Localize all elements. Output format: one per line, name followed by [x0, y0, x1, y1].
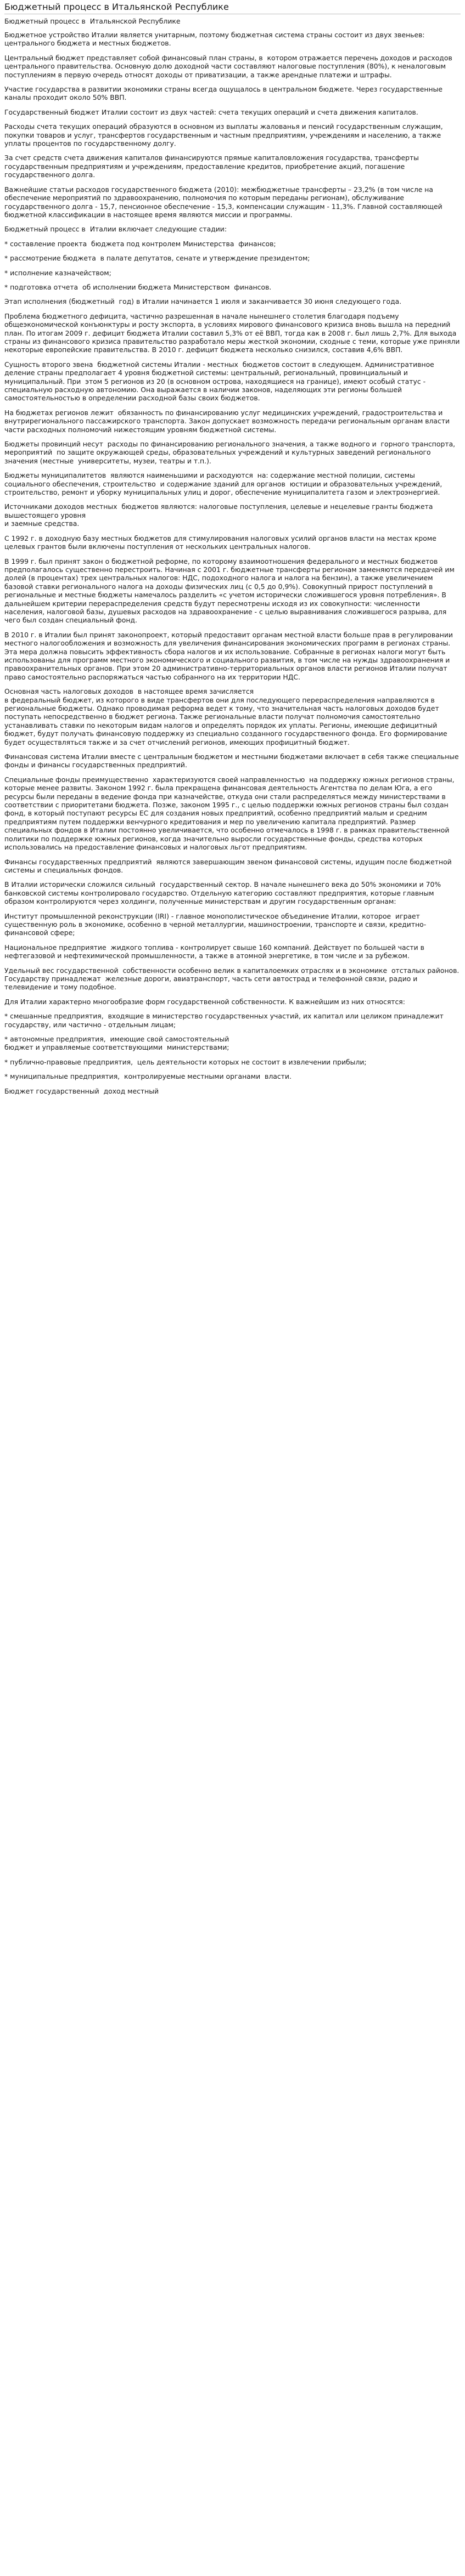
body-paragraph: Центральный бюджет представляет собой финансовый план страны, в котором отражается перечень доходов и расходов центрального правительства. Основную долю доходной части составляют налоговые поступления (80%), к неналоговым поступлениям в первую очередь относят доходы от приватизации, а также арендные платежи и штрафы. — [4, 53, 455, 79]
body-paragraph: Бюджеты муниципалитетов являются наименьшими и расходуются на: содержание местной полиции, системы социального обеспечения, строительство и содержание зданий для органов юстиции и образовательных учреждений, строительство, ремонт и уборку муниципальных улиц и дорог, обеспечение муниципалитета газом и электроэнергией. — [4, 471, 445, 497]
body-paragraph: Сущность второго звена бюджетной системы Италии - местных бюджетов состоит в следующем. Административное деление страны предполагает 4 уровня бюджетной системы: центральный, региональный, провинциальный и муниципальный. При этом 5 регионов из 20 (в основном острова, находящиеся на границе), имеют особый статус - специальную расходную автономию. Она выражается в наличии законов, наделяющих эти регионы большей самостоятельностью в определении расходной базы своих бюджетов. — [4, 360, 436, 403]
body-paragraph: Бюджет государственный доход местный — [4, 1086, 159, 1095]
body-paragraph: Специальные фонды преимущественно характеризуются своей направленностью на поддержку южных регионов страны, которые менее развиты. Законом 1992 г. была прекращена финансовая деятельность Агентства по делам Юга, а его ресурсы были переданы в ведение фонда при казначействе, откуда они стали распределяться между министерствами в соответствии с приоритетами бюджета. Позже, законом 1995 г., с целью поддержки южных регионов страны был создан фонд, в который поступают ресурсы ЕС для создания новых предприятий, особенно предприятий малым и средним предприятиям путем поддержки венчурного кредитования и мер по увеличению капитала предприятий. Размер специальных фондов в Италии постоянно увеличивается, что особенно отмечалось в 1998 г. в рамках правительственной политики по поддержке южных регионов, когда значительно выросли государственные фонды, средства которых использовались на предоставление финансовых и налоговых льгот предприятиям. — [4, 775, 455, 852]
document-body — [4, 31, 461, 1095]
body-paragraph: Удельный вес государственной собственности особенно велик в капиталоемких отраслях и в экономике отсталых районов. Государству принадлежат железные дороги, авиатранспорт, часть сети автострад и телефонной связи, радио и телевидение и тому подобное. — [4, 966, 460, 992]
body-paragraph: Этап исполнения (бюджетный год) в Италии начинается 1 июля и заканчивается 30 июня следующего года. — [4, 297, 402, 306]
body-paragraph: Национальное предприятие жидкого топлива - контролирует свыше 160 компаний. Действует по большей части в нефтегазовой и нефтехимической промышленности, а также в атомной энергетике, в том числе и за рубежом. — [4, 943, 427, 960]
body-paragraph: В 1999 г. был принят закон о бюджетной реформе, по которому взаимоотношения федерального и местных бюджетов предполагалось существенно перестроить. Начиная с 2001 г. бюджетные трансферты регионам заменяются передачей им долей (в процентах) трех центральных налогов: НДС, подоходного налога и налога на бензин), а также увеличением базовой ставки регионального налога на доходы физических лиц (с 0,5 до 0,9%). Совокупный прирост поступлений в региональные и местные бюджеты намечалось разделить «с учетом исторически сложившегося уровня потребления». В дальнейшем критерии перераспределения средств будут пересмотрены исходя из их совокупности: численности населения, налоговой базы, душевых расходов на здравоохранение - с целью выравнивания сложившегося разрыва, для чего был создан специальный фонд. — [4, 557, 457, 625]
body-paragraph: * автономные предприятия, имеющие свой самостоятельный бюджет и управляемые соответствующими министерствами; — [4, 1035, 229, 1052]
body-paragraph: Важнейшие статьи расходов государственного бюджета (2010): межбюджетные трансферты – 23,2% (в том числе на обеспечение мероприятий по здравоохранению, полномочия по которым переданы регионам), обслуживание государственного долга - 15,7, пенсионное обеспечение - 15,3, компенсации служащим - 11,3%. Главной составляющей бюджетной классификации в настоящее время являются миссии и программы. — [4, 185, 445, 219]
body-paragraph: Институт промышленной реконструкции (IRI) - главное монополистическое объединение Италии, которое играет существенную роль в экономике, особенно в черной металлургии, машиностроении, транспорте и связи, кредитно-финансовой сфере; — [4, 911, 427, 937]
body-paragraph: * смешанные предприятия, входящие в министерство государственных участий, их капитал или целиком принадлежит государству, или частично - отдельным лицам; — [4, 1012, 446, 1029]
body-paragraph: Расходы счета текущих операций образуются в основном из выплаты жалованья и пенсий государственным служащим, покупки товаров и услуг, трансфертов государственным и частным предприятиям, учреждениям и населению, а также уплаты процентов по государственному долгу. — [4, 122, 445, 148]
body-paragraph: В Италии исторически сложился сильный государственный сектор. В начале нынешнего века до 50% экономики и 70% банковской системы контролировало государство. Отдельную категорию составляют предприятия, которые главным образом контролируются через холдинги, полученные министерствам и другим государственным органам: — [4, 880, 444, 906]
body-paragraph: На бюджетах регионов лежит обязанность по финансированию услуг медицинских учреждений, градостроительства и внутрирегионального пассажирского транспорта. Закон допускает возможность передачи региональным органам власти части расходных полномочий нижестоящим уровням бюджетной системы. — [4, 408, 452, 434]
body-paragraph: Для Италии характерно многообразие форм государственной собственности. К важнейшим из них относятся: — [4, 997, 405, 1006]
body-paragraph: В 2010 г. в Италии был принят законопроект, который предоставит органам местной власти больше прав в регулировании местного налогообложения и возможность для увеличения финансирования экономических программ в регионах страны. Эта мера должна повысить эффективность сбора налогов и их использование. Собранные в регионах налоги могут быть использованы для программ местного экономического и социального развития, в том числе на нужды здравоохранения и правоохранительных органов. При этом 20 административно-территориальных органов власти регионов Италии получат право самостоятельно распоряжаться частью собранного на их территории НДС. — [4, 630, 455, 681]
body-paragraph: Источниками доходов местных бюджетов являются: налоговые поступления, целевые и нецелевые гранты бюджета вышестоящего уровня и заемные средства. — [4, 502, 433, 528]
body-paragraph: * составление проекта бюджета под контролем Министерства финансов; — [4, 239, 276, 248]
body-paragraph: Финансы государственных предприятий являются завершающим звеном финансовой системы, идущим после бюджетной системы и специальных фондов. — [4, 857, 454, 874]
body-paragraph: Участие государства в развитии экономики страны всегда ощущалось в центральном бюджете. Через государственные каналы проходит около 50% ВВП. — [4, 85, 445, 102]
body-paragraph: * муниципальные предприятия, контролируемые местными органами власти. — [4, 1072, 292, 1081]
document-title: Бюджетный процесс в Итальянской Республике — [4, 2, 461, 14]
body-paragraph: С 1992 г. в доходную базу местных бюджетов для стимулирования налоговых усилий органов власти на местах кроме целевых грантов были включены поступления от нескольких центральных налогов. — [4, 534, 439, 551]
body-paragraph: * публично-правовые предприятия, цель деятельности которых не состоит в извлечении прибыли; — [4, 1057, 367, 1066]
body-paragraph: Государственный бюджет Италии состоит из двух частей: счета текущих операций и счета движения капиталов. — [4, 107, 418, 116]
body-paragraph: Основная часть налоговых доходов в настоящее время зачисляется в федеральный бюджет, из которого в виде трансфертов они для последующего перераспределения направляются в региональные бюджеты. Однако проводимая реформа ведет к тому, что значительная часть налоговых доходов будет поступать непосредственно в бюджет региона. Также региональные власти получат полномочия самостоятельно устанавливать ставки по некоторым видам налогов и определять порядок их уплаты. Регионы, имеющие дефицитный бюджет, будут получать финансовую поддержку из специально созданного государственного фонда. Его формирование будет осуществляться также и за счет отчислений регионов, имеющих профицитный бюджет. — [4, 687, 447, 746]
body-paragraph: * исполнение казначейством; — [4, 268, 111, 277]
body-paragraph: Бюджеты провинций несут расходы по финансированию регионального значения, а также водного и горного транспорта, мероприятий по защите окружающей среды, образовательных учреждений и культурных заведений регионального значения (местные университеты, музеи, театры и т.п.). — [4, 440, 458, 465]
body-paragraph: Бюджетное устройство Италии является унитарным, поэтому бюджетная система страны состоит из двух звеньев: центрального бюджета и местных бюджетов. — [4, 31, 427, 48]
body-paragraph: За счет средств счета движения капиталов финансируются прямые капиталовложения государства, трансферты государственным предприятиям и учреждениям, предоставление кредитов, приобретение акций, погашение государственного долга. — [4, 154, 421, 179]
body-paragraph: Бюджетный процесс в Италии включает следующие стадии: — [4, 225, 227, 234]
body-paragraph: Проблема бюджетного дефицита, частично разрешенная в начале нынешнего столетия благодаря подъему общеэкономической конъюнктуры и росту экспорта, в условиях мирового финансового кризиса вновь вышла на передний план. По итогам 2009 г. дефицит бюджета Италии составил 5,3% от её ВВП, тогда как в 2008 г. был лишь 2,7%. Для выхода страны из финансового кризиса правительство разработало меры жесткой экономии, сходные с теми, которые уже приняли некоторые европейские правительства. В 2010 г. дефицит бюджета несколько снизился, составив 4,6% ВВП. — [4, 312, 462, 354]
body-paragraph: Финансовая система Италии вместе с центральным бюджетом и местными бюджетами включает в себя также специальные фонды и финансы государственных предприятий. — [4, 752, 461, 769]
document-page — [0, 0, 465, 1105]
body-paragraph: * подготовка отчета об исполнении бюджета Министерством финансов. — [4, 282, 272, 291]
document-subtitle: Бюджетный процесс в Итальянской Республике — [4, 17, 181, 25]
body-paragraph: * рассмотрение бюджета в палате депутатов, сенате и утверждение президентом; — [4, 254, 310, 263]
